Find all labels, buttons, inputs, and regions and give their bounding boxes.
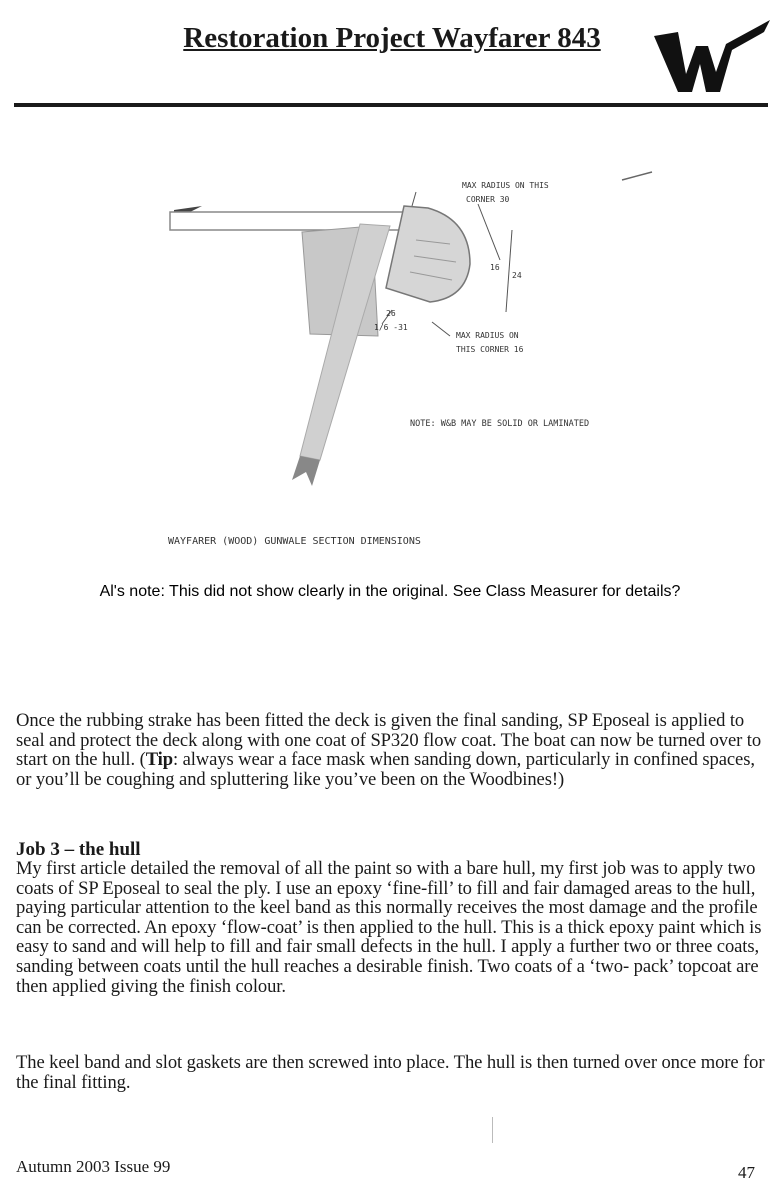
issue-footer: Autumn 2003 Issue 99	[16, 1157, 171, 1176]
dim-under: 26	[386, 309, 396, 318]
dim-right: 24	[512, 271, 522, 280]
gunwale-section-diagram	[160, 160, 700, 560]
paragraph-keel-band: The keel band and slot gaskets are then screwed into place. The hull is then turned over once more for the final fitting.	[16, 1052, 765, 1093]
label-bottom-line2: THIS CORNER 16	[456, 345, 524, 354]
scan-mark	[492, 1117, 493, 1143]
page-number: 47	[738, 1163, 755, 1182]
section-heading-hull: Job 3 – the hull	[16, 839, 141, 860]
page-title: Restoration Project Wayfarer 843	[183, 22, 601, 54]
para1-text-a: Once the rubbing strake has been fitted the deck is given the final sanding, SP Eposeal is applied to seal and protect the deck along with one coat of SP320 flow coat. The boat can now be turned over to start on the hull. (	[16, 710, 762, 771]
wayfarer-logo	[652, 18, 772, 96]
corner-mark	[622, 172, 652, 180]
paragraph-deck-finishing	[16, 711, 766, 789]
diagram-note: NOTE: W&B MAY BE SOLID OR LAMINATED	[410, 419, 590, 429]
dim-under2: 1/6 -31	[374, 323, 408, 332]
dim-small: 16	[490, 263, 500, 272]
diagram-caption: WAYFARER (WOOD) GUNWALE SECTION DIMENSIONS	[168, 536, 421, 547]
label-top-line2: CORNER 30	[466, 195, 510, 204]
label-top-line1: MAX RADIUS ON THIS	[462, 181, 549, 190]
label-bottom-line1: MAX RADIUS ON	[456, 331, 519, 340]
hull-break-mark	[292, 456, 320, 486]
para1-tip: Tip	[145, 749, 173, 771]
paragraph-hull-work: My first article detailed the removal of all the paint so with a bare hull, my first job was to apply two coats of SP Eposeal to seal the ply. I use an epoxy ‘fine-fill’ to fill and fair damaged areas to the hull, paying particular attention to the keel band as this normally receives the most damage and the profile can be corrected. An epoxy ‘flow-coat’ is then applied to the hull. This is a thick epoxy paint which is easy to sand and will help to fill and fair small defects in the hull. I apply a further two or three coats, sanding between coats until the hull reaches a desirable finish. Two coats of a ‘two- pack’ topcoat are then applied giving the finish colour.	[16, 858, 762, 997]
header-rule	[14, 103, 768, 107]
editor-note: Al's note: This did not show clearly in the original. See Class Measurer for details?	[99, 583, 681, 600]
para1-text-b: : always wear a face mask when sanding down, particularly in confined spaces, or you’ll be coughing and spluttering like you’ve been on the Woodbines!)	[16, 749, 755, 790]
